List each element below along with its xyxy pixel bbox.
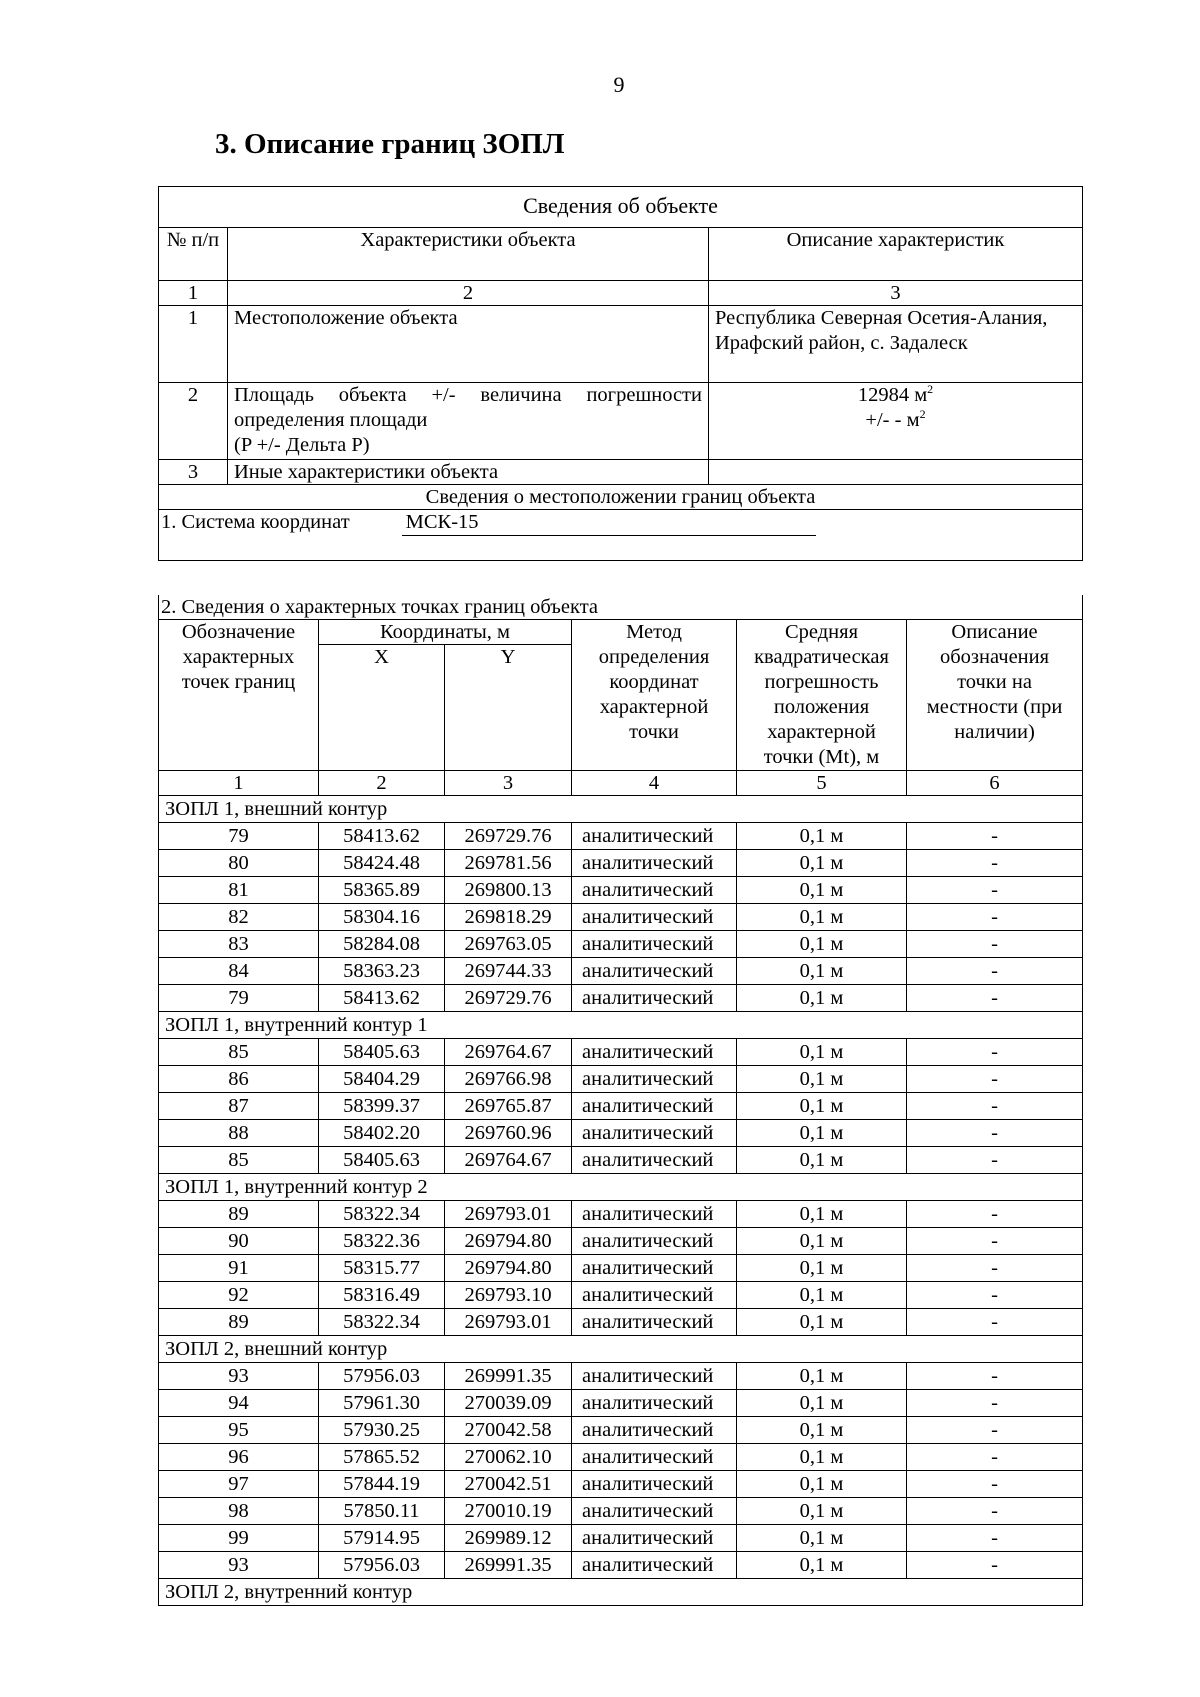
point-description: - xyxy=(907,1228,1083,1255)
index-cell: 3 xyxy=(445,771,572,796)
point-method: аналитический xyxy=(572,1471,737,1498)
object-info-header-row xyxy=(159,228,1083,281)
point-y: 269781.56 xyxy=(445,850,572,877)
point-y: 270010.19 xyxy=(445,1498,572,1525)
row-description: Республика Северная Осетия-Алания, Ирафский район, с. Задалеск xyxy=(709,306,1083,383)
point-error: 0,1 м xyxy=(737,904,907,931)
point-id: 85 xyxy=(159,1039,319,1066)
point-y: 269794.80 xyxy=(445,1228,572,1255)
point-id: 93 xyxy=(159,1552,319,1579)
contour-caption: ЗОПЛ 2, внутренний контур xyxy=(159,1579,1083,1606)
point-row xyxy=(159,958,1083,985)
point-x: 58315.77 xyxy=(319,1255,445,1282)
index-cell: 2 xyxy=(319,771,445,796)
point-error: 0,1 м xyxy=(737,1228,907,1255)
point-description: - xyxy=(907,1552,1083,1579)
point-method: аналитический xyxy=(572,1120,737,1147)
point-method: аналитический xyxy=(572,1444,737,1471)
point-y: 269760.96 xyxy=(445,1120,572,1147)
object-info-row xyxy=(159,383,1083,460)
point-x: 57956.03 xyxy=(319,1363,445,1390)
point-x: 58404.29 xyxy=(319,1066,445,1093)
error-header: Средняя квадратическая погрешность положения характерной точки (Mt), м xyxy=(737,620,907,771)
point-method: аналитический xyxy=(572,1093,737,1120)
area-number: 12984 м xyxy=(857,384,928,406)
page-number: 9 xyxy=(613,72,625,97)
point-row xyxy=(159,1282,1083,1309)
point-method: аналитический xyxy=(572,1066,737,1093)
area-value xyxy=(715,383,1076,408)
area-label-line-3: (P +/- Дельта P) xyxy=(234,434,370,456)
point-method: аналитический xyxy=(572,850,737,877)
point-description: - xyxy=(907,1120,1083,1147)
point-id: 93 xyxy=(159,1363,319,1390)
point-x: 57930.25 xyxy=(319,1417,445,1444)
index-cell: 1 xyxy=(159,771,319,796)
point-row xyxy=(159,985,1083,1012)
point-id: 84 xyxy=(159,958,319,985)
point-x: 58405.63 xyxy=(319,1147,445,1174)
point-description: - xyxy=(907,1039,1083,1066)
point-error: 0,1 м xyxy=(737,1498,907,1525)
point-row xyxy=(159,1147,1083,1174)
point-y: 270042.51 xyxy=(445,1471,572,1498)
point-description: - xyxy=(907,877,1083,904)
point-error: 0,1 м xyxy=(737,958,907,985)
object-info-row xyxy=(159,460,1083,485)
coord-system-label: 1. Система координат xyxy=(161,511,350,533)
coord-system-cell xyxy=(159,510,1083,561)
point-x: 57844.19 xyxy=(319,1471,445,1498)
point-id: 89 xyxy=(159,1201,319,1228)
point-y: 269764.67 xyxy=(445,1147,572,1174)
coord-system-row xyxy=(159,510,1083,561)
point-error: 0,1 м xyxy=(737,823,907,850)
point-row xyxy=(159,1525,1083,1552)
point-error: 0,1 м xyxy=(737,1309,907,1336)
object-info-table xyxy=(158,186,1083,561)
point-method: аналитический xyxy=(572,1498,737,1525)
points-index-row xyxy=(159,771,1083,796)
object-info-index-row xyxy=(159,281,1083,306)
point-id: 97 xyxy=(159,1471,319,1498)
point-error: 0,1 м xyxy=(737,1417,907,1444)
location-title: Сведения о местоположении границ объекта xyxy=(159,485,1083,510)
location-title-row xyxy=(159,485,1083,510)
x-header: X xyxy=(319,645,445,771)
contour-caption-row xyxy=(159,1174,1083,1201)
contour-caption: ЗОПЛ 1, внутренний контур 1 xyxy=(159,1012,1083,1039)
point-id: 92 xyxy=(159,1282,319,1309)
point-x: 58413.62 xyxy=(319,985,445,1012)
point-row xyxy=(159,1255,1083,1282)
contour-caption: ЗОПЛ 1, внутренний контур 2 xyxy=(159,1174,1083,1201)
point-method: аналитический xyxy=(572,985,737,1012)
index-cell: 2 xyxy=(228,281,709,306)
point-y: 269763.05 xyxy=(445,931,572,958)
point-method: аналитический xyxy=(572,931,737,958)
point-error: 0,1 м xyxy=(737,1147,907,1174)
point-row xyxy=(159,877,1083,904)
point-error: 0,1 м xyxy=(737,1255,907,1282)
index-cell: 4 xyxy=(572,771,737,796)
point-id: 94 xyxy=(159,1390,319,1417)
point-x: 58399.37 xyxy=(319,1093,445,1120)
object-info-row xyxy=(159,306,1083,383)
area-error xyxy=(715,408,1076,433)
point-row xyxy=(159,850,1083,877)
point-error: 0,1 м xyxy=(737,985,907,1012)
point-method: аналитический xyxy=(572,958,737,985)
index-cell: 5 xyxy=(737,771,907,796)
col-desc-header: Описание характеристик xyxy=(709,228,1083,281)
point-x: 58304.16 xyxy=(319,904,445,931)
point-id: 89 xyxy=(159,1309,319,1336)
point-row xyxy=(159,1498,1083,1525)
point-y: 269764.67 xyxy=(445,1039,572,1066)
row-number: 3 xyxy=(159,460,228,485)
point-y: 269744.33 xyxy=(445,958,572,985)
point-y: 269793.10 xyxy=(445,1282,572,1309)
point-id: 85 xyxy=(159,1147,319,1174)
point-x: 57961.30 xyxy=(319,1390,445,1417)
points-label: 2. Сведения о характерных точках границ объекта xyxy=(159,595,1083,620)
point-method: аналитический xyxy=(572,1228,737,1255)
point-description: - xyxy=(907,1363,1083,1390)
index-cell: 3 xyxy=(709,281,1083,306)
point-method: аналитический xyxy=(572,1039,737,1066)
point-row xyxy=(159,1201,1083,1228)
point-row xyxy=(159,823,1083,850)
point-method: аналитический xyxy=(572,1255,737,1282)
point-error: 0,1 м xyxy=(737,1066,907,1093)
point-method: аналитический xyxy=(572,1390,737,1417)
point-method: аналитический xyxy=(572,823,737,850)
row-number: 2 xyxy=(159,383,228,460)
point-description: - xyxy=(907,1444,1083,1471)
area-label-line-1: Площадь объекта +/- величина погрешности xyxy=(234,384,702,406)
point-method: аналитический xyxy=(572,1309,737,1336)
coord-system-value: МСК-15 xyxy=(402,510,816,536)
point-method: аналитический xyxy=(572,1525,737,1552)
points-label-row xyxy=(159,595,1083,620)
point-id: 95 xyxy=(159,1417,319,1444)
point-y: 269991.35 xyxy=(445,1363,572,1390)
point-method: аналитический xyxy=(572,1282,737,1309)
point-description: - xyxy=(907,1471,1083,1498)
point-x: 57914.95 xyxy=(319,1525,445,1552)
point-description: - xyxy=(907,1201,1083,1228)
index-cell: 1 xyxy=(159,281,228,306)
point-x: 58402.20 xyxy=(319,1120,445,1147)
point-row xyxy=(159,1390,1083,1417)
point-x: 57956.03 xyxy=(319,1552,445,1579)
points-body xyxy=(159,595,1083,1606)
point-method: аналитический xyxy=(572,1417,737,1444)
point-error: 0,1 м xyxy=(737,1552,907,1579)
point-y: 270039.09 xyxy=(445,1390,572,1417)
point-x: 58424.48 xyxy=(319,850,445,877)
point-id: 87 xyxy=(159,1093,319,1120)
point-id: 81 xyxy=(159,877,319,904)
point-x: 58413.62 xyxy=(319,823,445,850)
point-x: 58322.34 xyxy=(319,1309,445,1336)
col-num-header: № п/п xyxy=(159,228,228,281)
point-id: 99 xyxy=(159,1525,319,1552)
area-error-value: +/- - м xyxy=(865,409,920,431)
point-description: - xyxy=(907,904,1083,931)
contour-caption: ЗОПЛ 2, внешний контур xyxy=(159,1336,1083,1363)
point-row xyxy=(159,1039,1083,1066)
point-error: 0,1 м xyxy=(737,1363,907,1390)
point-row xyxy=(159,1228,1083,1255)
point-error: 0,1 м xyxy=(737,850,907,877)
point-desc-header: Описание обозначения точки на местности (при наличии) xyxy=(907,620,1083,771)
row-characteristic: Иные характеристики объекта xyxy=(228,460,709,485)
row-characteristic: Местоположение объекта xyxy=(228,306,709,383)
y-header: Y xyxy=(445,645,572,771)
point-y: 269766.98 xyxy=(445,1066,572,1093)
point-description: - xyxy=(907,931,1083,958)
col-char-header: Характеристики объекта xyxy=(228,228,709,281)
point-method: аналитический xyxy=(572,1363,737,1390)
point-description: - xyxy=(907,850,1083,877)
point-x: 58363.23 xyxy=(319,958,445,985)
designation-header: Обозначение характерных точек границ xyxy=(159,620,319,771)
point-y: 269793.01 xyxy=(445,1309,572,1336)
point-description: - xyxy=(907,1066,1083,1093)
point-error: 0,1 м xyxy=(737,1120,907,1147)
point-row xyxy=(159,1417,1083,1444)
point-y: 269729.76 xyxy=(445,985,572,1012)
point-row xyxy=(159,1120,1083,1147)
point-row xyxy=(159,904,1083,931)
point-y: 269818.29 xyxy=(445,904,572,931)
point-description: - xyxy=(907,958,1083,985)
point-y: 269729.76 xyxy=(445,823,572,850)
point-y: 270042.58 xyxy=(445,1417,572,1444)
point-error: 0,1 м xyxy=(737,1525,907,1552)
point-y: 269991.35 xyxy=(445,1552,572,1579)
point-description: - xyxy=(907,1498,1083,1525)
point-row xyxy=(159,931,1083,958)
contour-caption-row xyxy=(159,1336,1083,1363)
point-error: 0,1 м xyxy=(737,1093,907,1120)
point-id: 91 xyxy=(159,1255,319,1282)
point-method: аналитический xyxy=(572,1552,737,1579)
object-info-title-row xyxy=(159,187,1083,228)
coords-header: Координаты, м xyxy=(319,620,572,645)
points-header-row xyxy=(159,620,1083,645)
point-y: 269800.13 xyxy=(445,877,572,904)
point-description: - xyxy=(907,1255,1083,1282)
point-x: 58365.89 xyxy=(319,877,445,904)
point-x: 57850.11 xyxy=(319,1498,445,1525)
point-id: 82 xyxy=(159,904,319,931)
point-id: 98 xyxy=(159,1498,319,1525)
point-error: 0,1 м xyxy=(737,1444,907,1471)
point-row xyxy=(159,1444,1083,1471)
point-description: - xyxy=(907,985,1083,1012)
point-description: - xyxy=(907,1390,1083,1417)
point-method: аналитический xyxy=(572,877,737,904)
point-error: 0,1 м xyxy=(737,1390,907,1417)
point-method: аналитический xyxy=(572,1147,737,1174)
row-characteristic xyxy=(228,383,709,460)
point-y: 269765.87 xyxy=(445,1093,572,1120)
point-y: 269794.80 xyxy=(445,1255,572,1282)
point-description: - xyxy=(907,1147,1083,1174)
point-error: 0,1 м xyxy=(737,1471,907,1498)
point-description: - xyxy=(907,1282,1083,1309)
point-error: 0,1 м xyxy=(737,1282,907,1309)
point-id: 96 xyxy=(159,1444,319,1471)
square-superscript: 2 xyxy=(919,407,926,422)
point-x: 58322.36 xyxy=(319,1228,445,1255)
contour-caption-row xyxy=(159,1579,1083,1606)
point-error: 0,1 м xyxy=(737,931,907,958)
point-id: 80 xyxy=(159,850,319,877)
point-id: 88 xyxy=(159,1120,319,1147)
contour-caption: ЗОПЛ 1, внешний контур xyxy=(159,796,1083,823)
point-id: 83 xyxy=(159,931,319,958)
object-info-title: Сведения об объекте xyxy=(159,187,1083,228)
row-number: 1 xyxy=(159,306,228,383)
point-x: 58316.49 xyxy=(319,1282,445,1309)
area-label-line-2: определения площади xyxy=(234,409,428,431)
point-y: 269989.12 xyxy=(445,1525,572,1552)
point-row xyxy=(159,1066,1083,1093)
point-description: - xyxy=(907,823,1083,850)
point-row xyxy=(159,1093,1083,1120)
point-x: 58284.08 xyxy=(319,931,445,958)
square-superscript: 2 xyxy=(927,382,934,397)
point-id: 79 xyxy=(159,985,319,1012)
method-header: Метод определения координат характерной точки xyxy=(572,620,737,771)
point-description: - xyxy=(907,1309,1083,1336)
row-description xyxy=(709,460,1083,485)
point-x: 58322.34 xyxy=(319,1201,445,1228)
point-id: 86 xyxy=(159,1066,319,1093)
point-error: 0,1 м xyxy=(737,1201,907,1228)
points-table xyxy=(158,595,1083,1606)
contour-caption-row xyxy=(159,1012,1083,1039)
point-id: 79 xyxy=(159,823,319,850)
contour-caption-row xyxy=(159,796,1083,823)
point-description: - xyxy=(907,1093,1083,1120)
point-method: аналитический xyxy=(572,1201,737,1228)
point-error: 0,1 м xyxy=(737,1039,907,1066)
point-y: 270062.10 xyxy=(445,1444,572,1471)
point-description: - xyxy=(907,1525,1083,1552)
point-method: аналитический xyxy=(572,904,737,931)
point-description: - xyxy=(907,1417,1083,1444)
point-error: 0,1 м xyxy=(737,877,907,904)
point-row xyxy=(159,1552,1083,1579)
point-y: 269793.01 xyxy=(445,1201,572,1228)
point-row xyxy=(159,1363,1083,1390)
point-row xyxy=(159,1309,1083,1336)
point-row xyxy=(159,1471,1083,1498)
point-x: 57865.52 xyxy=(319,1444,445,1471)
point-id: 90 xyxy=(159,1228,319,1255)
section-heading: 3. Описание границ ЗОПЛ xyxy=(215,128,565,160)
point-x: 58405.63 xyxy=(319,1039,445,1066)
index-cell: 6 xyxy=(907,771,1083,796)
row-description xyxy=(709,383,1083,460)
